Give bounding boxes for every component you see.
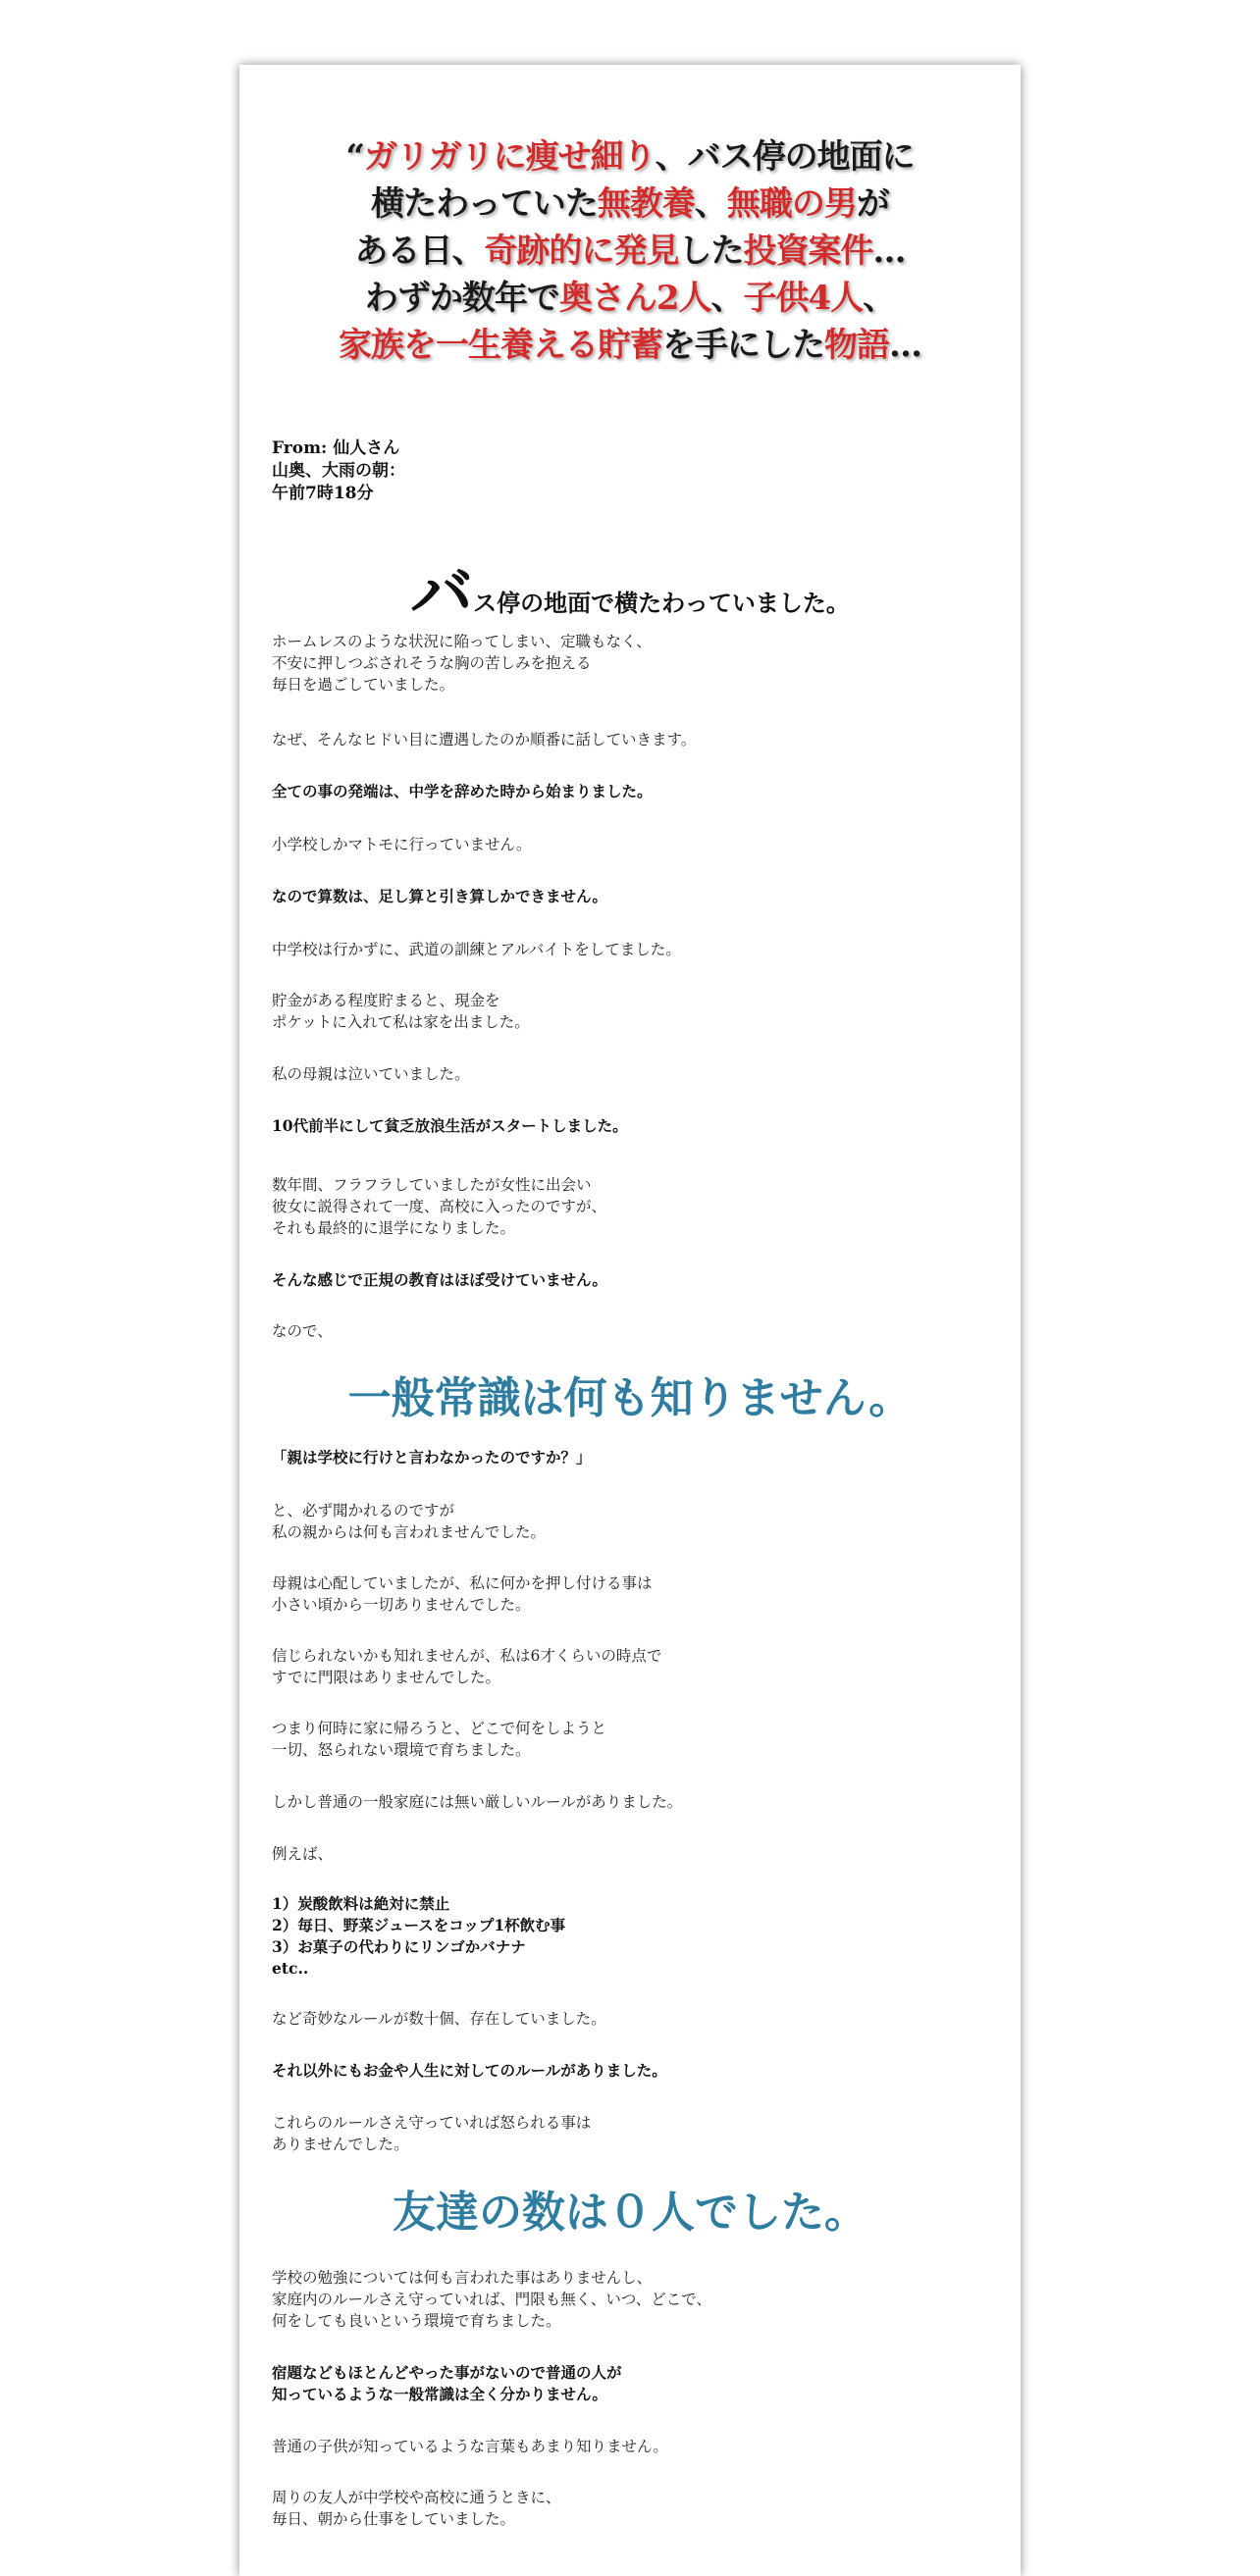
paragraph: 数年間、フラフラしていましたが女性に出会い 彼女に説得されて一度、高校に入ったのですが、 それも最終的に退学になりました。 xyxy=(272,1176,607,1237)
paragraph: なので算数は、足し算と引き算しかできません。 xyxy=(272,887,607,905)
headline-segment: 投資案件 xyxy=(743,232,873,271)
headline-segment: 子供4人 xyxy=(743,279,864,318)
headline-segment: 物語 xyxy=(824,326,889,365)
paragraph: 宿題などもほとんどやった事がないので普通の人が 知っているような一般常識は全く分かりません。 xyxy=(272,2363,622,2403)
headline-line xyxy=(239,228,1021,275)
headline-line xyxy=(239,322,1021,369)
drop-cap: バ xyxy=(410,557,474,631)
article-page xyxy=(239,65,1021,2576)
subheading: 友達の数は０人でした。 xyxy=(393,2188,867,2238)
headline-segment: 奇跡的に発見 xyxy=(484,232,679,271)
headline-line xyxy=(239,133,1021,180)
paragraph: 普通の子供が知っているような言葉もあまり知りません。 xyxy=(272,2438,668,2455)
headline-segment: “ xyxy=(345,137,364,177)
headline-line xyxy=(239,275,1021,322)
headline-segment: 横たわっていた xyxy=(371,184,598,224)
headline-segment: した xyxy=(678,232,744,271)
paragraph: と、必ず聞かれるのですが 私の親からは何も言われませんでした。 xyxy=(272,1502,547,1541)
paragraph: つまり何時に家に帰ろうと、どこで何をしようと 一切、怒られない環境で育ちました。 xyxy=(272,1720,607,1759)
headline-segment: … xyxy=(889,326,921,365)
paragraph: ホームレスのような状況に陥ってしまい、定職もなく、 不安に押しつぶされそうな胸の苦しみを抱える 毎日を過ごしていました。 xyxy=(272,633,652,694)
intro-heading xyxy=(239,543,1021,634)
paragraph: なので、 xyxy=(272,1322,333,1340)
headline-segment: を手にした xyxy=(662,326,824,365)
paragraph: 信じられないかも知れませんが、私は6才くらいの時点で すでに門限はありませんでした。 xyxy=(272,1647,662,1686)
paragraph: 周りの友人が中学校や高校に通うときに、 毎日、朝から仕事をしていました。 xyxy=(272,2489,561,2528)
paragraph: 貯金がある程度貯まると、現金を ポケットに入れて私は家を出ました。 xyxy=(272,992,530,1031)
headline-segment: 、バス停の地面に xyxy=(655,137,915,177)
headline-segment: 、 xyxy=(710,279,744,318)
from-location: 山奥、大雨の朝： xyxy=(272,461,405,481)
headline-segment: が xyxy=(856,184,889,224)
paragraph: 私の母親は泣いていました。 xyxy=(272,1065,470,1083)
headline-segment: ある日、 xyxy=(354,232,485,271)
from-sender: From: 仙人さん xyxy=(272,438,400,458)
paragraph: 「親は学校に行けと言わなかったのですか？」 xyxy=(272,1448,592,1467)
paragraph: これらのルールさえ守っていれば怒られる事は ありませんでした。 xyxy=(272,2114,592,2153)
paragraph: 小学校しかマトモに行っていません。 xyxy=(272,836,532,853)
from-block xyxy=(272,438,405,505)
paragraph: など奇妙なルールが数十個、存在していました。 xyxy=(272,2010,606,2028)
paragraph: そんな感じで正規の教育はほぼ受けていません。 xyxy=(272,1270,607,1289)
headline-segment: 奥さん2人 xyxy=(558,279,711,318)
paragraph: しかし普通の一般家庭には無い厳しいルールがありました。 xyxy=(272,1793,683,1811)
from-time: 午前7時18分 xyxy=(272,484,374,503)
paragraph: 中学校は行かずに、武道の訓練とアルバイトをしてました。 xyxy=(272,941,681,958)
headline-segment: わずか数年で xyxy=(364,279,559,318)
headline xyxy=(239,133,1021,369)
paragraph: 学校の勉強については何も言われた事はありませんし、 家庭内のルールさえ守っていれば、門限も無く、いつ、どこで、 何をしても良いという環境で育ちました。 xyxy=(272,2269,711,2330)
paragraph: 10代前半にして貧乏放浪生活がスタートしました。 xyxy=(272,1116,628,1135)
headline-segment: 無職の男 xyxy=(726,184,857,224)
paragraph: 例えば、 xyxy=(272,1845,334,1863)
paragraph: それ以外にもお金や人生に対してのルールがありました。 xyxy=(272,2061,667,2080)
intro-heading-text: ス停の地面で横たわっていました。 xyxy=(473,589,850,617)
subheading: 一般常識は何も知りません。 xyxy=(347,1373,913,1423)
headline-line xyxy=(239,180,1021,228)
numbered-rules: 1）炭酸飲料は絶対に禁止 2）毎日、野菜ジュースをコップ1杯飲む事 3）お菓子の代わりにリンゴかバナナ etc.. xyxy=(272,1894,566,1978)
headline-segment: 家族を一生養える貯蓄 xyxy=(339,326,662,365)
paragraph: 母親は心配していましたが、私に何かを押し付ける事は 小さい頃から一切ありませんでした。 xyxy=(272,1574,653,1614)
paragraph: なぜ、そんなヒドい目に遭遇したのか順番に話していきます。 xyxy=(272,731,697,748)
paragraph: 全ての事の発端は、中学を辞めた時から始まりました。 xyxy=(272,782,653,800)
headline-segment: 無教養 xyxy=(597,184,695,224)
headline-segment: 、 xyxy=(694,184,727,224)
headline-segment: 、 xyxy=(863,279,896,318)
headline-segment: … xyxy=(872,232,906,271)
headline-segment: ガリガリに痩せ細り xyxy=(363,137,656,177)
